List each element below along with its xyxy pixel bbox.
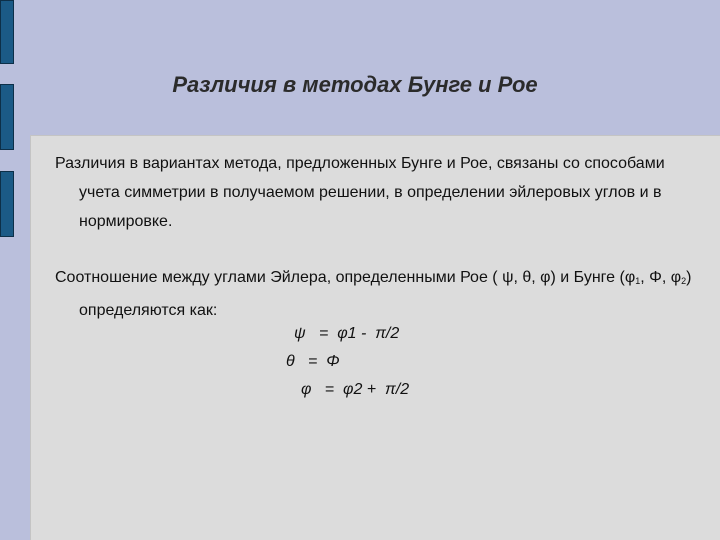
- paragraph2-start: Соотношение между углами Эйлера, определенными Рое ( ψ, θ, φ) и Бунге (φ: [55, 269, 636, 286]
- formula-psi: ψ = φ1 - π/2: [294, 325, 400, 342]
- content-panel: [30, 135, 720, 540]
- formula-theta: θ = Φ: [286, 353, 340, 370]
- decorative-side-bar-bottom: [0, 171, 14, 237]
- paragraph-euler-angle-relation: [55, 263, 695, 325]
- subscript-2: 2: [681, 276, 687, 286]
- subscript-1: 1: [635, 276, 641, 286]
- paragraph2-mid: , Φ, φ: [640, 269, 682, 286]
- slide-title: Различия в методах Бунге и Рое: [172, 72, 538, 97]
- paragraph2-end: ) определяются как:: [79, 269, 692, 319]
- paragraph-differences: Различия в вариантах метода, предложенных Бунге и Рое, связаны со способами учета симметрии в получаемом решении, в определении эйлеровых углов и в нормировке.: [55, 155, 665, 230]
- formula-phi: φ = φ2 + π/2: [301, 381, 410, 398]
- decorative-side-bar-top: [0, 0, 14, 64]
